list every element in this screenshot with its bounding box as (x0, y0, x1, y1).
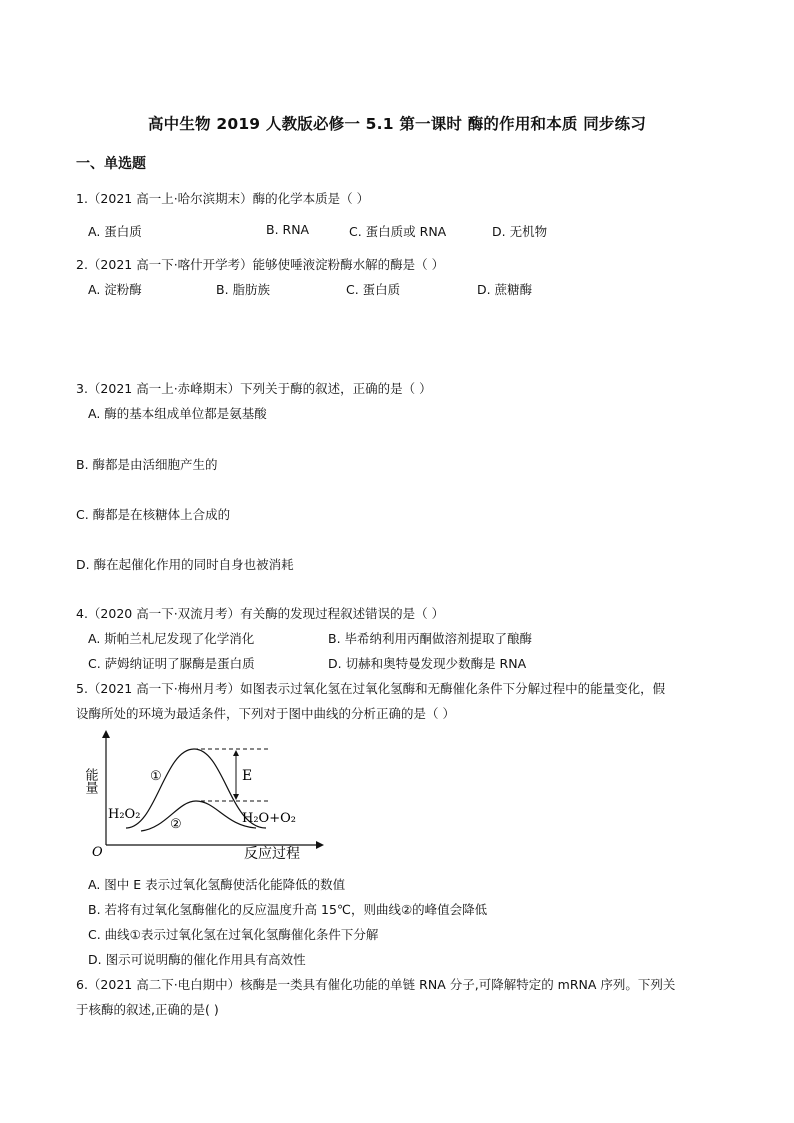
q3-option-d: D. 酶在起催化作用的同时自身也被消耗 (76, 557, 294, 572)
product-label: H₂O+O₂ (242, 811, 296, 826)
curve-1-label: ① (150, 769, 162, 784)
q3-option-a: A. 酶的基本组成单位都是氨基酸 (88, 406, 267, 421)
e-label: E (242, 768, 253, 784)
q5-option-d: D. 图示可说明酶的催化作用具有高效性 (88, 952, 306, 967)
question-3-stem: 3.（2021 高一上·赤峰期末）下列关于酶的叙述，正确的是（ ） (76, 381, 432, 396)
question-6-stem-line1: 6.（2021 高二下·电白期中）核酶是一类具有催化功能的单链 RNA 分子,可降解特定的 mRNA 序列。下列关 (76, 977, 676, 992)
curve-2 (141, 801, 256, 831)
question-1-stem: 1.（2021 高一上·哈尔滨期末）酶的化学本质是（ ） (76, 191, 370, 206)
y-axis-arrow (102, 730, 110, 738)
x-axis-arrow (316, 841, 324, 849)
question-5-stem-line1: 5.（2021 高一下·梅州月考）如图表示过氧化氢在过氧化氢酶和无酶催化条件下分解过程中的能量变化，假 (76, 681, 666, 696)
reactant-label: H₂O₂ (108, 807, 141, 822)
q1-option-c: C. 蛋白质或 RNA (349, 224, 447, 239)
q5-option-c: C. 曲线①表示过氧化氢在过氧化氢酶催化条件下分解 (88, 927, 379, 942)
q4-option-d: D. 切赫和奥特曼发现少数酶是 RNA (328, 656, 527, 671)
energy-diagram (82, 728, 326, 868)
origin-label: O (92, 845, 103, 860)
e-arrow-top (233, 750, 239, 756)
section-heading: 一、单选题 (76, 156, 146, 172)
q1-option-b: B. RNA (266, 222, 310, 237)
q3-option-b: B. 酶都是由活细胞产生的 (76, 457, 218, 472)
q1-option-a: A. 蛋白质 (88, 224, 142, 239)
q1-option-d: D. 无机物 (492, 224, 548, 239)
q5-option-a: A. 图中 E 表示过氧化氢酶使活化能降低的数值 (88, 877, 346, 892)
q4-option-a: A. 斯帕兰札尼发现了化学消化 (88, 631, 255, 646)
q2-option-c: C. 蛋白质 (346, 282, 401, 297)
x-axis-label: 反应过程 (244, 846, 300, 862)
q4-option-b: B. 毕希纳利用丙酮做溶剂提取了酿酶 (328, 631, 533, 646)
q4-option-c: C. 萨姆纳证明了脲酶是蛋白质 (88, 656, 255, 671)
q2-option-a: A. 淀粉酶 (88, 282, 142, 297)
curve-2-label: ② (170, 817, 182, 832)
question-6-stem-line2: 于核酶的叙述,正确的是( ) (76, 1002, 219, 1017)
question-5-stem-line2: 设酶所处的环境为最适条件，下列对于图中曲线的分析正确的是（ ） (76, 706, 455, 721)
q3-option-c: C. 酶都是在核糖体上合成的 (76, 507, 231, 522)
q2-option-d: D. 蔗糖酶 (477, 282, 533, 297)
y-axis-label: 能量 (82, 768, 98, 794)
question-2-stem: 2.（2021 高一下·喀什开学考）能够使唾液淀粉酶水解的酶是（ ） (76, 257, 445, 272)
question-4-stem: 4.（2020 高一下·双流月考）有关酶的发现过程叙述错误的是（ ） (76, 606, 445, 621)
q5-option-b: B. 若将有过氧化氢酶催化的反应温度升高 15℃，则曲线②的峰值会降低 (88, 902, 488, 917)
q2-option-b: B. 脂肪族 (216, 282, 271, 297)
page-title: 高中生物 2019 人教版必修一 5.1 第一课时 酶的作用和本质 同步练习 (147, 115, 647, 133)
